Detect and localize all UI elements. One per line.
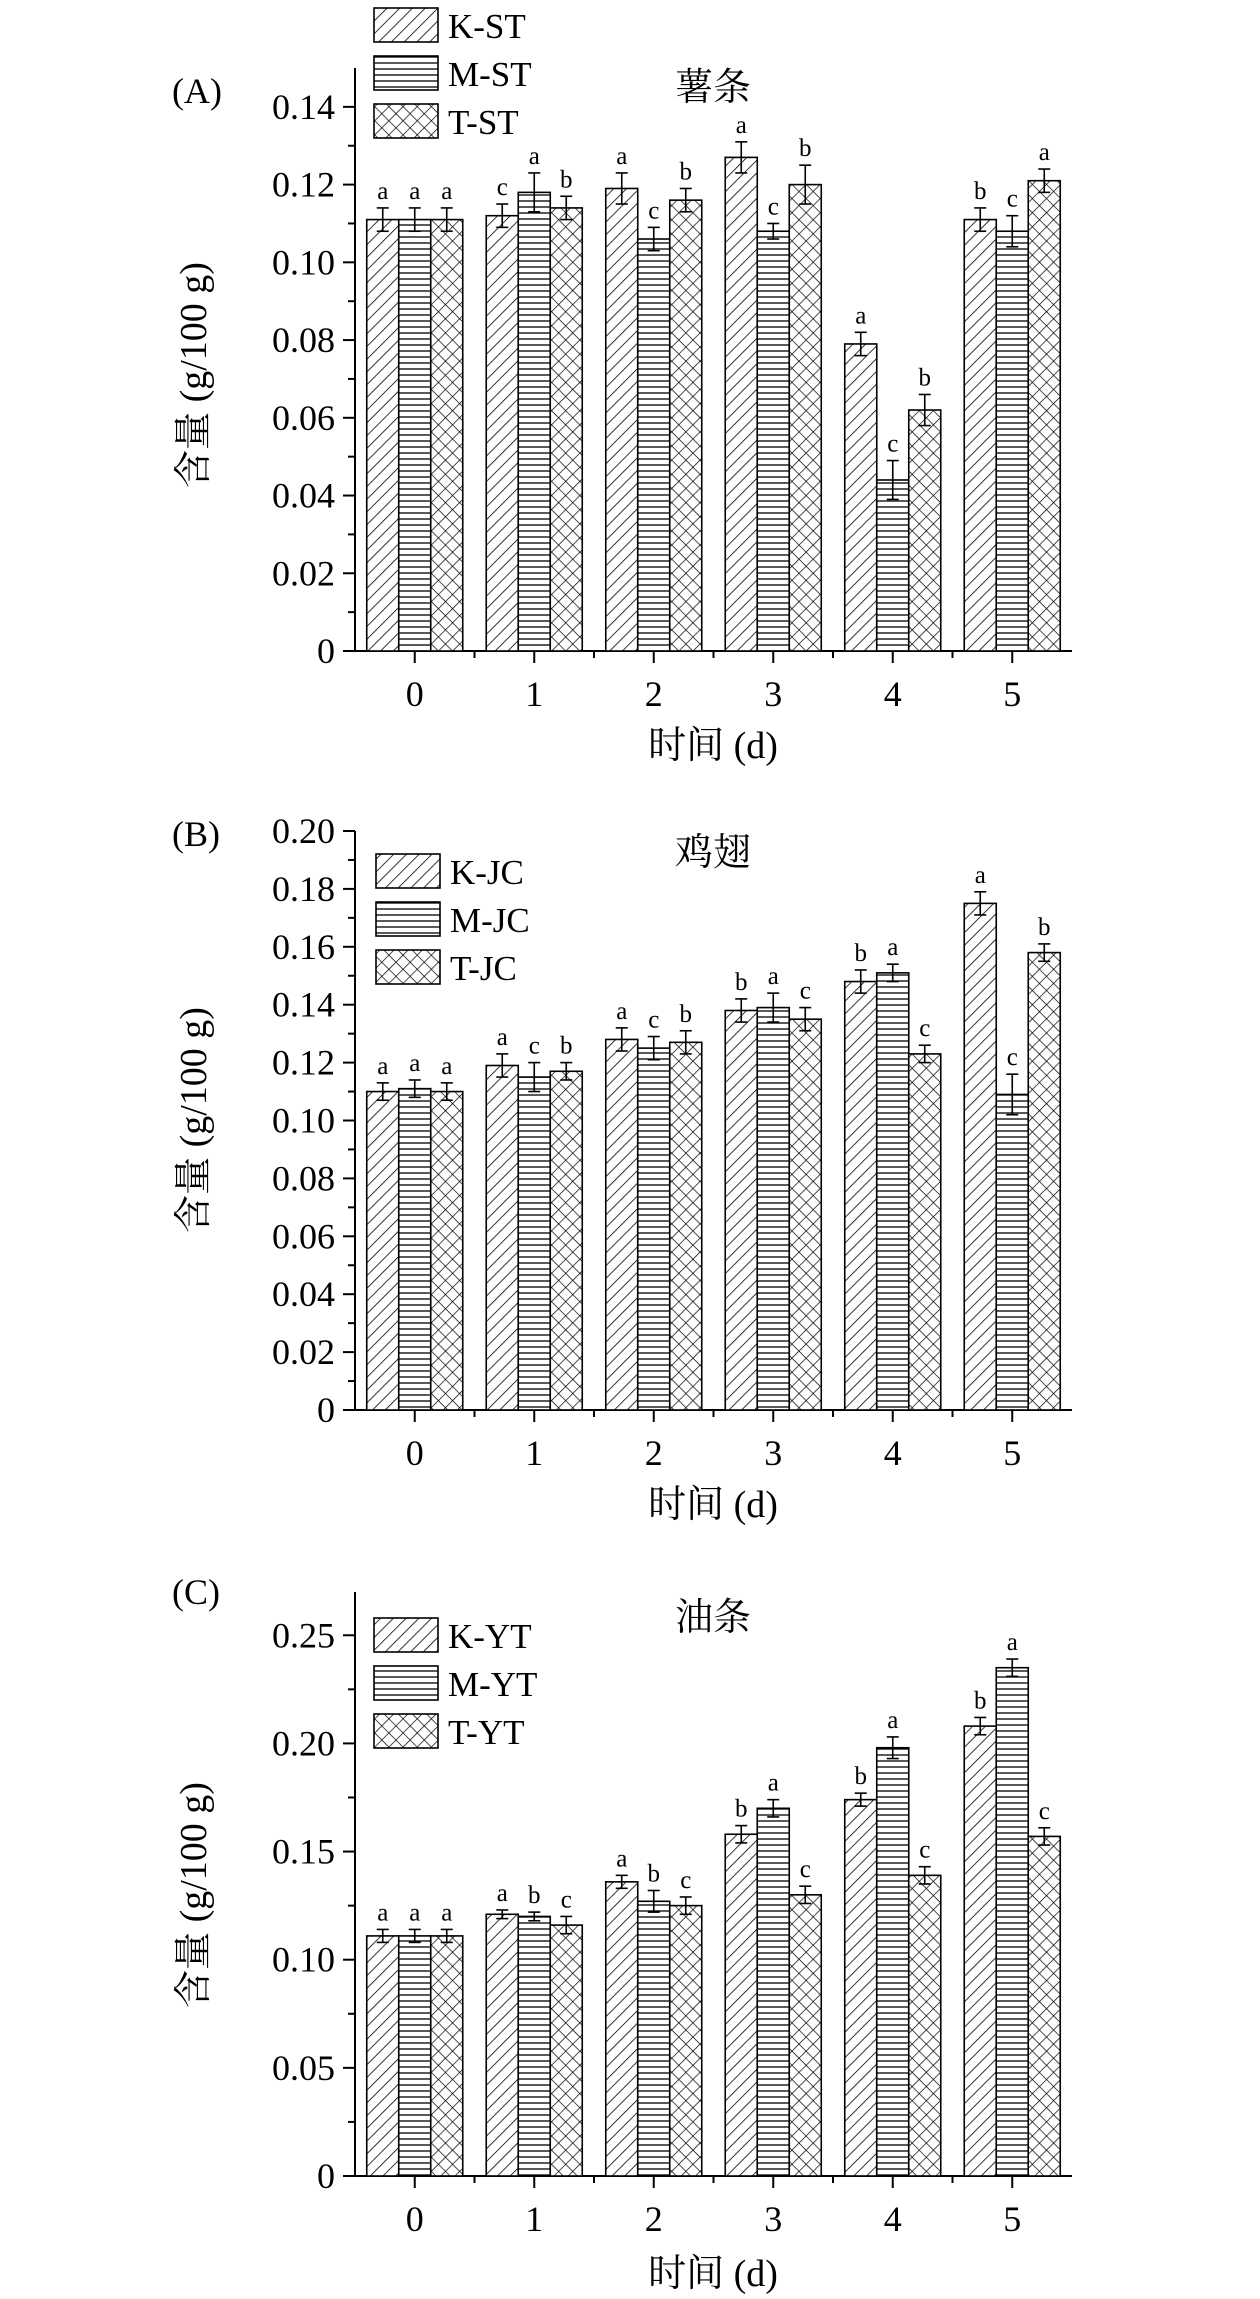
significance-letter: c xyxy=(1038,1797,1050,1825)
legend-swatch xyxy=(376,950,440,984)
legend-label: T-YT xyxy=(448,1713,525,1752)
bar xyxy=(789,1895,821,2176)
bar xyxy=(550,208,582,651)
bar xyxy=(1028,953,1060,1410)
x-tick-label: 0 xyxy=(405,2199,424,2239)
significance-letter: a xyxy=(528,142,540,170)
bar xyxy=(1028,181,1060,651)
significance-letter: b xyxy=(647,1860,660,1888)
significance-letter: c xyxy=(1006,185,1018,213)
legend-label: K-ST xyxy=(448,7,526,46)
bar xyxy=(486,216,518,651)
panel-c-label: (C) xyxy=(172,1572,220,1612)
bar xyxy=(909,410,941,651)
significance-letter: b xyxy=(560,166,573,194)
significance-letter: a xyxy=(887,934,899,962)
legend-label: T-JC xyxy=(450,949,517,988)
panel-a xyxy=(172,7,1072,767)
significance-letter: b xyxy=(679,158,692,186)
legend-swatch xyxy=(374,8,438,42)
significance-letter: b xyxy=(560,1032,573,1060)
significance-letter: b xyxy=(679,1000,692,1028)
panel-a-marks xyxy=(272,7,1072,714)
significance-letter: a xyxy=(377,1899,389,1927)
y-tick-label: 0.14 xyxy=(272,984,335,1025)
significance-letter: b xyxy=(1038,913,1051,941)
x-tick-label: 4 xyxy=(883,2199,902,2239)
bar xyxy=(670,1042,702,1410)
bar xyxy=(845,1800,877,2176)
significance-letter: a xyxy=(616,142,628,170)
bar xyxy=(518,192,550,651)
y-tick-label: 0.08 xyxy=(272,1158,335,1199)
significance-letter: b xyxy=(735,968,748,996)
x-tick-label: 1 xyxy=(525,2199,544,2239)
y-tick-label: 0.14 xyxy=(272,86,335,127)
bar xyxy=(964,903,996,1410)
significance-letter: c xyxy=(799,1856,811,1884)
x-tick-label: 0 xyxy=(405,1433,424,1473)
x-tick-label: 3 xyxy=(764,1433,783,1473)
y-tick-label: 0.20 xyxy=(272,811,335,851)
significance-letter: a xyxy=(855,302,867,330)
x-tick-label: 5 xyxy=(1003,674,1022,714)
bar xyxy=(877,480,909,651)
significance-letter: c xyxy=(496,174,508,202)
bar xyxy=(757,231,789,651)
y-tick-label: 0 xyxy=(317,631,335,671)
y-tick-label: 0.06 xyxy=(272,397,335,438)
significance-letter: c xyxy=(767,193,779,221)
significance-letter: c xyxy=(799,977,811,1005)
x-tick-label: 3 xyxy=(764,2199,783,2239)
bar xyxy=(789,185,821,651)
significance-letter: a xyxy=(735,111,747,139)
y-tick-label: 0.10 xyxy=(272,242,335,283)
bar xyxy=(725,1010,757,1410)
panel-c-title: 油条 xyxy=(674,1597,752,1639)
panel-c-x-axis-title: 时间 (d) xyxy=(648,2253,778,2295)
significance-letter: b xyxy=(974,1687,987,1715)
significance-letter: a xyxy=(377,177,389,205)
panel-a-x-axis-title: 时间 (d) xyxy=(648,725,778,767)
y-tick-label: 0.06 xyxy=(272,1216,335,1257)
legend-swatch xyxy=(374,1714,438,1748)
significance-letter: b xyxy=(799,135,812,163)
x-tick-label: 5 xyxy=(1003,2199,1022,2239)
bar xyxy=(367,1092,399,1410)
significance-letter: a xyxy=(767,963,779,991)
significance-letter: a xyxy=(441,1052,453,1080)
panel-b-y-axis-title: 含量 (g/100 g) xyxy=(173,1007,215,1233)
y-tick-label: 0.12 xyxy=(272,1042,335,1083)
legend-swatch xyxy=(376,854,440,888)
significance-letter: a xyxy=(616,997,628,1025)
bar xyxy=(367,220,399,651)
significance-letter: a xyxy=(1038,139,1050,167)
bar xyxy=(606,1039,638,1410)
bar xyxy=(757,1808,789,2176)
significance-letter: c xyxy=(680,1866,692,1894)
significance-letter: a xyxy=(767,1769,779,1797)
x-tick-label: 0 xyxy=(405,674,424,714)
significance-letter: a xyxy=(441,177,453,205)
bar xyxy=(757,1008,789,1410)
x-tick-label: 4 xyxy=(883,674,902,714)
bar xyxy=(877,1748,909,2176)
x-tick-label: 2 xyxy=(644,1433,663,1473)
bar xyxy=(399,1936,431,2176)
x-tick-label: 2 xyxy=(644,674,663,714)
panel-c-marks xyxy=(272,1592,1072,2239)
significance-letter: c xyxy=(1006,1044,1018,1072)
significance-letter: a xyxy=(616,1845,628,1873)
y-tick-label: 0.02 xyxy=(272,1332,335,1373)
bar xyxy=(486,1065,518,1410)
bar xyxy=(638,1048,670,1410)
bar xyxy=(486,1914,518,2176)
y-tick-label: 0.15 xyxy=(272,1831,335,1872)
significance-letter: a xyxy=(377,1052,389,1080)
y-tick-label: 0.04 xyxy=(272,1274,335,1315)
bar xyxy=(670,1906,702,2176)
significance-letter: c xyxy=(648,197,660,225)
significance-letter: a xyxy=(887,1706,899,1734)
y-tick-label: 0.10 xyxy=(272,1939,335,1980)
panel-c-y-axis-title: 含量 (g/100 g) xyxy=(173,1782,215,2008)
legend-label: K-YT xyxy=(448,1617,532,1656)
significance-letter: a xyxy=(496,1023,508,1051)
y-tick-label: 0.18 xyxy=(272,868,335,909)
bar xyxy=(638,1901,670,2176)
bar xyxy=(431,1092,463,1410)
bar xyxy=(606,1882,638,2176)
significance-letter: a xyxy=(409,1899,421,1927)
bar xyxy=(996,1094,1028,1410)
panel-b-marks xyxy=(272,811,1072,1473)
x-tick-label: 2 xyxy=(644,2199,663,2239)
bar xyxy=(399,220,431,651)
y-tick-label: 0.04 xyxy=(272,475,335,516)
y-tick-label: 0.20 xyxy=(272,1723,335,1764)
y-tick-label: 0.12 xyxy=(272,164,335,205)
legend-label: K-JC xyxy=(450,853,524,892)
legend-swatch xyxy=(374,56,438,90)
y-tick-label: 0.02 xyxy=(272,553,335,594)
panel-a-y-axis-title: 含量 (g/100 g) xyxy=(173,262,215,488)
bar xyxy=(845,982,877,1410)
significance-letter: a xyxy=(1006,1629,1018,1657)
bar xyxy=(670,200,702,651)
x-tick-label: 5 xyxy=(1003,1433,1022,1473)
panel-a-title: 薯条 xyxy=(674,67,752,109)
bar xyxy=(725,157,757,651)
bar xyxy=(845,344,877,651)
significance-letter: c xyxy=(648,1006,660,1034)
bar xyxy=(431,1936,463,2176)
y-tick-label: 0.10 xyxy=(272,1100,335,1141)
bar xyxy=(964,1726,996,2176)
legend-label: M-ST xyxy=(448,55,532,94)
significance-letter: c xyxy=(919,1015,931,1043)
x-tick-label: 1 xyxy=(525,674,544,714)
x-tick-label: 4 xyxy=(883,1433,902,1473)
significance-letter: c xyxy=(528,1032,540,1060)
legend-label: T-ST xyxy=(448,103,519,142)
x-tick-label: 3 xyxy=(764,674,783,714)
y-tick-label: 0.05 xyxy=(272,2047,335,2088)
bar xyxy=(909,1875,941,2176)
panel-b-title: 鸡翅 xyxy=(674,832,752,874)
legend-swatch xyxy=(374,104,438,138)
panel-b xyxy=(172,811,1072,1526)
legend-swatch xyxy=(376,902,440,936)
bar xyxy=(877,973,909,1410)
significance-letter: b xyxy=(735,1795,748,1823)
significance-letter: c xyxy=(919,1836,931,1864)
legend-swatch xyxy=(374,1666,438,1700)
bar xyxy=(964,220,996,651)
legend-swatch xyxy=(374,1618,438,1652)
bar xyxy=(725,1834,757,2176)
bar xyxy=(1028,1836,1060,2176)
bar xyxy=(606,188,638,651)
x-tick-label: 1 xyxy=(525,1433,544,1473)
bar xyxy=(638,239,670,651)
y-tick-label: 0.16 xyxy=(272,926,335,967)
bar xyxy=(789,1019,821,1410)
significance-letter: a xyxy=(409,1049,421,1077)
bar xyxy=(518,1916,550,2176)
significance-letter: c xyxy=(887,430,899,458)
bar xyxy=(909,1054,941,1410)
legend-label: M-JC xyxy=(450,901,530,940)
y-tick-label: 0.08 xyxy=(272,320,335,361)
significance-letter: b xyxy=(974,177,987,205)
legend-label: M-YT xyxy=(448,1665,538,1704)
bar xyxy=(996,1668,1028,2176)
y-tick-label: 0 xyxy=(317,2156,335,2196)
significance-letter: c xyxy=(560,1886,572,1914)
bar xyxy=(367,1936,399,2176)
panel-a-label: (A) xyxy=(172,71,222,111)
significance-letter: a xyxy=(441,1899,453,1927)
significance-letter: a xyxy=(974,861,986,889)
significance-letter: a xyxy=(496,1879,508,1907)
y-tick-label: 0 xyxy=(317,1390,335,1430)
bar xyxy=(431,220,463,651)
bar xyxy=(518,1077,550,1410)
panel-b-x-axis-title: 时间 (d) xyxy=(648,1484,778,1526)
significance-letter: b xyxy=(854,939,867,967)
bar xyxy=(550,1071,582,1410)
panel-c xyxy=(172,1572,1072,2295)
bar xyxy=(550,1925,582,2176)
significance-letter: b xyxy=(528,1882,541,1910)
significance-letter: b xyxy=(918,364,931,392)
panel-b-label: (B) xyxy=(172,814,220,854)
significance-letter: b xyxy=(854,1763,867,1791)
bar xyxy=(996,231,1028,651)
y-tick-label: 0.25 xyxy=(272,1615,335,1656)
significance-letter: a xyxy=(409,177,421,205)
bar xyxy=(399,1089,431,1410)
